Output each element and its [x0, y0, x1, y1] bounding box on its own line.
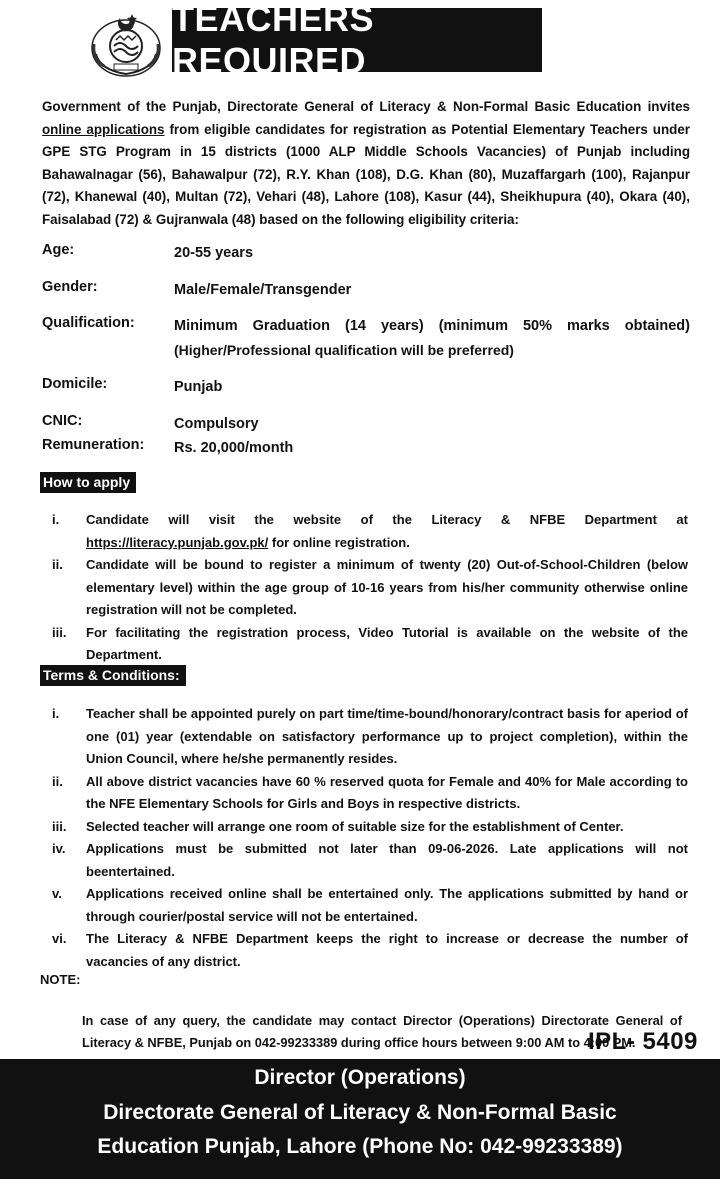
criteria-value: Compulsory: [174, 416, 259, 432]
list-item-number: v.: [52, 886, 62, 901]
list-item-text: The Literacy & NFBE Department keeps the right to increase or decrease the number of vacancies of any district.: [86, 931, 688, 969]
list-item-text: Selected teacher will arrange one room of suitable size for the establishment of Center.: [86, 818, 624, 834]
criteria-value: Minimum Graduation (14 years) (minimum 50% marks obtained): [174, 318, 690, 334]
header: [0, 0, 720, 92]
list-item-number: iii.: [52, 624, 67, 640]
criteria-value-note: (Higher/Professional qualification will be preferred): [174, 342, 514, 358]
list-item-number: ii.: [52, 557, 63, 572]
criteria-label: CNIC:: [42, 413, 83, 429]
criteria-label: Qualification:: [42, 315, 135, 331]
terms-conditions-list: [52, 703, 688, 973]
ipl-reference-number: IPL- 5409: [588, 1028, 698, 1055]
list-item: [52, 509, 688, 554]
footer-address-phone: Education Punjab, Lahore (Phone No: 042-99233389): [97, 1135, 623, 1158]
list-item: [52, 554, 688, 622]
list-item: [52, 816, 688, 839]
footer-designation: Director (Operations): [254, 1066, 466, 1089]
list-item-text: Teacher shall be appointed purely on part time/time-bound/honorary/contract basis for aperiod of one (01) year (extendable on satisfactory performance up to project completion), within the Union Council, where he/she permanently resides.: [86, 706, 688, 766]
list-item: [52, 928, 688, 973]
list-item: [52, 838, 688, 883]
list-item-number: iii.: [52, 818, 67, 834]
list-item-number: iv.: [52, 841, 66, 856]
criteria-label: Gender:: [42, 279, 98, 295]
footer-organization: Directorate General of Literacy & Non-Formal Basic: [103, 1101, 617, 1124]
list-item-text: Candidate will visit the website of the Literacy & NFBE Department at: [86, 512, 688, 527]
criteria-label: Remuneration:: [42, 437, 145, 453]
note-label: NOTE:: [40, 972, 81, 987]
intro-text-end: from eligible candidates for registration as Potential Elementary Teachers under GPE STG Program in 15 districts (1000 ALP Middle Schools Vacancies) of Punjab including Bahawalnagar (56), Bahawalpur (72), R.Y. Khan (108), D.G. Khan (80), Muzaffargarh (100), Rajanpur (72), Khanewal (40), Multan (72), Vehari (48), Lahore (108), Kasur (44), Sheikhupura (40), Okara (40), Faisalabad (72) & Gujranwala (48) based on the following eligibility criteria:: [42, 121, 690, 227]
criteria-value: 20-55 years: [174, 245, 254, 261]
criteria-value: Punjab: [174, 379, 223, 395]
how-to-apply-heading: How to apply: [40, 472, 136, 493]
intro-text-start: Government of the Punjab, Directorate General of Literacy & Non-Formal Basic Education invites: [42, 99, 690, 114]
list-item: [52, 883, 688, 928]
list-item: [52, 771, 688, 816]
list-item-number: i.: [52, 512, 60, 527]
list-item-text: for online registration.: [271, 534, 410, 550]
intro-paragraph: [42, 96, 690, 231]
literacy-website-link[interactable]: https://literacy.punjab.gov.pk/: [86, 534, 269, 550]
criteria-label: Domicile:: [42, 376, 108, 392]
criteria-label: Age:: [42, 242, 75, 258]
list-item-number: i.: [52, 706, 60, 721]
list-item-text: For facilitating the registration process, Video Tutorial is available on the website of the Department.: [86, 624, 688, 662]
list-item-number: ii.: [52, 773, 63, 789]
online-applications-link[interactable]: online applications: [42, 121, 165, 137]
list-item: [52, 622, 688, 667]
list-item-text: Applications must be submitted not later than 09-06-2026. Late applications will not beentertained.: [86, 841, 688, 879]
list-item-text: Applications received online shall be entertained only. The applications submitted by hand or through courier/postal service will not be entertained.: [86, 886, 688, 924]
list-item-text: All above district vacancies have 60 % reserved quota for Female and 40% for Male according to the NFE Elementary Schools for Girls and Boys in respective districts.: [86, 773, 688, 811]
terms-conditions-heading: Terms & Conditions:: [40, 665, 186, 686]
how-to-apply-list: [52, 509, 688, 667]
footer-contact-block: [0, 1059, 720, 1179]
query-contact-text: In case of any query, the candidate may contact Director (Operations) Directorate General of Literacy & NFBE, Punjab on 042-99233389 during office hours between 9:00 AM to 4:00 PM.: [82, 1013, 682, 1050]
list-item-text: Candidate will be bound to register a minimum of twenty (20) Out-of-School-Children (below elementary level) within the age group of 10-16 years from his/her community otherwise online registration will not be completed.: [86, 557, 688, 617]
list-item-number: vi.: [52, 931, 67, 946]
page-title: TEACHERS REQUIRED: [172, 8, 542, 72]
criteria-value: Male/Female/Transgender: [174, 282, 352, 298]
list-item: [52, 703, 688, 771]
punjab-government-emblem-icon: [90, 8, 162, 80]
criteria-value: Rs. 20,000/month: [174, 440, 294, 456]
